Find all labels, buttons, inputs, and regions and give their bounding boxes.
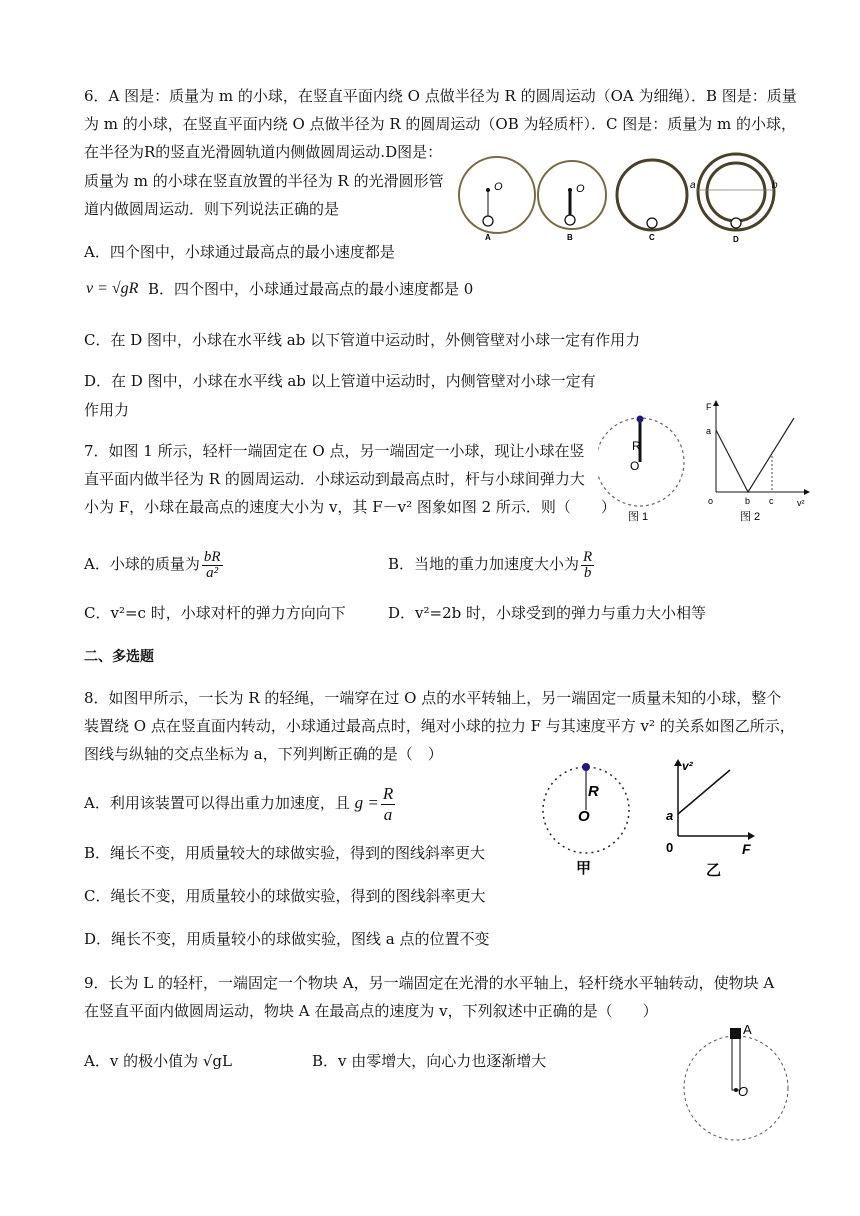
q9-figure — [676, 1020, 816, 1144]
q7-option-b-denominator: b — [583, 564, 592, 581]
fig2-label-f: F — [706, 402, 712, 412]
fig2-graph-line — [716, 418, 794, 492]
fig2-label-v2: v² — [797, 498, 805, 508]
circle-d-inner — [707, 163, 765, 221]
q9-option-b: B．v 由零增大，向心力也逐渐增大 — [312, 1052, 547, 1070]
q6-option-a-formula: v = √gR — [86, 280, 139, 297]
fig-jia-o: O — [578, 808, 590, 825]
q8-option-d: D．绳长不变，用质量较小的球做实验，图线 a 点的位置不变 — [84, 930, 490, 948]
q7-option-d: D．v²=2b 时，小球受到的弹力与重力大小相等 — [388, 604, 706, 622]
q9-option-a: A．v 的极小值为 √gL — [84, 1052, 232, 1070]
q8-option-a-lhs: g = — [354, 793, 379, 812]
q8-line2: 装置绕 O 点在竖直面内转动，小球通过最高点时，绳对小球的拉力 F 与其速度平方 v² 的关系如图乙所示， — [84, 717, 795, 735]
q7-option-c: C．v²=c 时，小球对杆的弹力方向向下 — [84, 604, 346, 622]
q6-line5: 道内做圆周运动．则下列说法正确的是 — [84, 200, 340, 218]
fig-yi-a: a — [666, 808, 674, 823]
q6-option-d-line1: D．在 D 图中，小球在水平线 ab 以上管道中运动时，内侧管壁对小球一定有 — [84, 372, 596, 390]
fig1-label-r: R — [632, 439, 641, 453]
q8-option-b: B．绳长不变，用质量较大的球做实验，得到的图线斜率更大 — [84, 844, 486, 862]
q7-option-a-denominator: a² — [206, 564, 219, 581]
q9-label-a: A — [743, 1022, 752, 1037]
q6-figure — [452, 150, 782, 250]
fig6-label-b2: b — [772, 180, 778, 191]
circle-a — [459, 157, 535, 233]
q6-line4: 质量为 m 的小球在竖直放置的半径为 R 的光滑圆形管 — [84, 172, 444, 190]
q8-line3: 图线与纵轴的交点坐标为 a，下列判断正确的是（ ） — [84, 745, 443, 763]
fig1-caption: 图 1 — [628, 511, 649, 523]
fig2-label-o: o — [708, 496, 714, 506]
q6-option-a: A．四个图中，小球通过最高点的最小速度都是 — [84, 243, 395, 261]
q7-figures — [598, 396, 818, 528]
q7-option-b-text: B．当地的重力加速度大小为 — [388, 555, 580, 573]
section-heading: 二、多选题 — [84, 649, 154, 665]
q8-option-a — [84, 780, 397, 826]
q6-line2: 为 m 的小球，在竖直平面内绕 O 点做半径为 R 的圆周运动（OB 为轻质杆）．C 图是：质量为 m 的小球， — [84, 115, 797, 133]
fig1-label-o: O — [630, 459, 640, 473]
q7-option-a-fraction — [202, 550, 223, 581]
fig2-label-a: a — [706, 426, 712, 436]
q7-option-a — [84, 547, 225, 581]
q7-line3: 小为 F，小球在最高点的速度大小为 v，其 F－v² 图象如图 2 所示．则（ ） — [84, 498, 616, 516]
fig-yi-0: 0 — [666, 840, 674, 855]
fig2-label-c: c — [769, 496, 774, 506]
q8-line1: 8．如图甲所示，一长为 R 的轻绳，一端穿在过 O 点的水平转轴上，另一端固定一质量未知的小球，整个 — [84, 689, 782, 707]
fig6-label-c: C — [649, 233, 655, 242]
fig-jia-caption: 甲 — [576, 860, 592, 877]
fig6-label-a: A — [485, 233, 491, 242]
q9-label-o: O — [738, 1084, 749, 1099]
q7-option-b-fraction — [581, 550, 594, 581]
q8-figures — [536, 756, 786, 880]
fig6-label-d: D — [733, 235, 739, 244]
q6-option-b: B．四个图中，小球通过最高点的最小速度都是 0 — [148, 280, 474, 298]
q6-option-c: C．在 D 图中，小球在水平线 ab 以下管道中运动时，外侧管壁对小球一定有作用力 — [84, 331, 641, 349]
fig6-label-b: B — [567, 233, 573, 242]
fig6-label-a2: a — [690, 180, 696, 191]
q8-option-a-denominator: a — [383, 804, 393, 824]
q7-option-a-numerator: bR — [203, 548, 221, 565]
q6-line1: 6．A 图是：质量为 m 的小球，在竖直平面内绕 O 点做半径为 R 的圆周运动（OA 为细绳）．B 图是：质量 — [84, 87, 797, 105]
q6-line3: 在半径为R的竖直光滑圆轨道内侧做圆周运动.D图是： — [84, 143, 443, 161]
fig-yi-graph-line — [678, 770, 730, 814]
fig2-label-b: b — [745, 496, 751, 506]
fig-yi-v2: v² — [682, 759, 693, 773]
fig-jia-r: R — [588, 783, 599, 800]
q8-option-a-text: A．利用该装置可以得出重力加速度，且 — [84, 794, 350, 812]
q8-option-a-fraction — [381, 784, 395, 825]
fig-yi-caption: 乙 — [706, 862, 722, 879]
q8-option-a-numerator: R — [382, 783, 394, 803]
fig-yi-f: F — [742, 841, 751, 857]
q7-option-a-text: A．小球的质量为 — [84, 555, 200, 573]
fig6-label-o2: O — [576, 183, 585, 195]
q7-option-b-numerator: R — [583, 548, 593, 565]
q7-line2: 直平面内做半径为 R 的圆周运动．小球运动到最高点时，杆与小球间弹力大 — [84, 470, 585, 488]
q9-line2: 在竖直平面内做圆周运动，物块 A 在最高点的速度为 v，下列叙述中正确的是（ ） — [84, 1002, 658, 1020]
q8-option-c: C．绳长不变，用质量较小的球做实验，得到的图线斜率更大 — [84, 887, 486, 905]
q7-option-b — [388, 547, 596, 581]
fig6-label-o1: O — [494, 181, 503, 193]
q7-line1: 7．如图 1 所示，轻杆一端固定在 O 点，另一端固定一小球，现让小球在竖 — [84, 442, 585, 460]
q9-line1: 9．长为 L 的轻杆，一端固定一个物块 A，另一端固定在光滑的水平轴上，轻杆绕水平轴转动，使物块 A — [84, 974, 775, 992]
q6-option-d-line2: 作用力 — [84, 401, 130, 419]
q9-block-a — [730, 1028, 741, 1039]
fig2-caption: 图 2 — [740, 511, 761, 523]
